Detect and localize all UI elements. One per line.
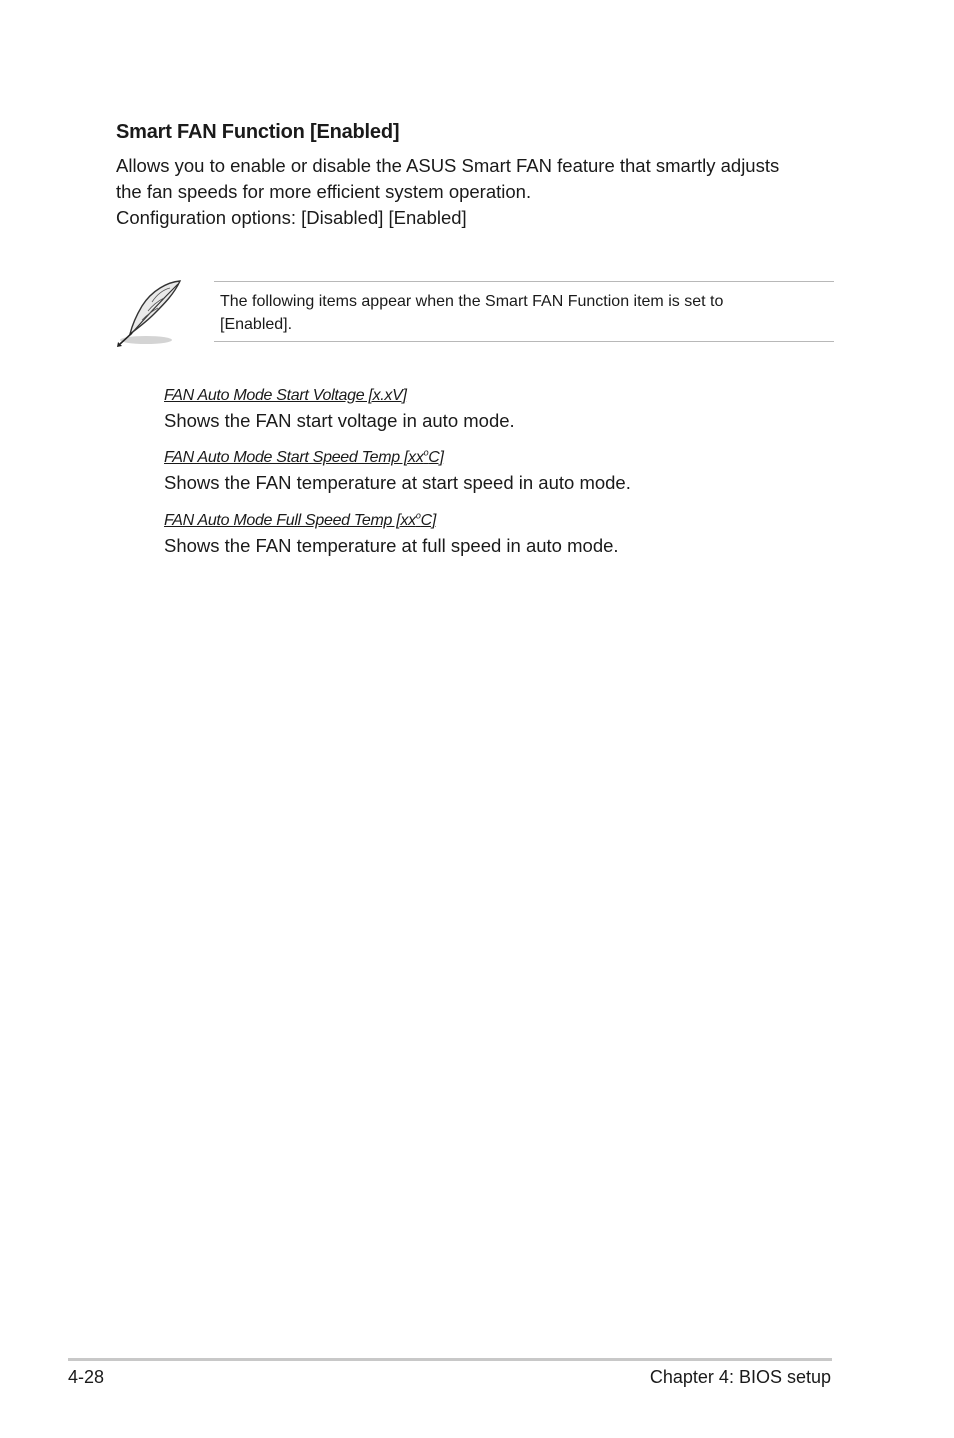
note-callout <box>112 276 834 348</box>
chapter-title: Chapter 4: BIOS setup <box>649 1367 831 1387</box>
item-description: Shows the FAN temperature at start speed in auto mode. <box>164 472 631 493</box>
item-title: FAN Auto Mode Full Speed Temp $[xx^oC]$ <box>164 510 436 529</box>
note-box <box>214 281 834 342</box>
section-body-line: the fan speeds for more efficient system operation. <box>116 181 532 202</box>
bios-item-start-speed-temp <box>164 448 844 495</box>
item-title: FAN Auto Mode Start Voltage [x.xV] <box>164 387 407 404</box>
degree-sign: o <box>415 510 421 521</box>
note-text-line: [Enabled]. <box>220 316 293 333</box>
item-description: Shows the FAN start voltage in auto mode. <box>164 410 515 431</box>
bios-item-start-voltage <box>164 386 844 433</box>
note-text <box>220 290 820 336</box>
section-title: Smart FAN Function [Enabled] <box>116 121 400 143</box>
item-title: FAN Auto Mode Start Speed Temp $[xx^oC]$ <box>164 447 444 466</box>
bios-item-full-speed-temp <box>164 511 844 558</box>
footer-divider <box>68 1358 832 1361</box>
configuration-options: Configuration options: [Disabled] [Enabled] <box>116 207 467 228</box>
section-body <box>116 153 836 231</box>
degree-sign: o <box>423 447 429 458</box>
note-text-line: The following items appear when the Smart FAN Function item is set to <box>220 293 724 310</box>
item-description: Shows the FAN temperature at full speed in auto mode. <box>164 535 619 556</box>
feather-pen-icon <box>112 276 188 348</box>
page-number: 4-28 <box>68 1367 105 1387</box>
section-body-line: Allows you to enable or disable the ASUS Smart FAN feature that smartly adjusts <box>116 155 780 176</box>
